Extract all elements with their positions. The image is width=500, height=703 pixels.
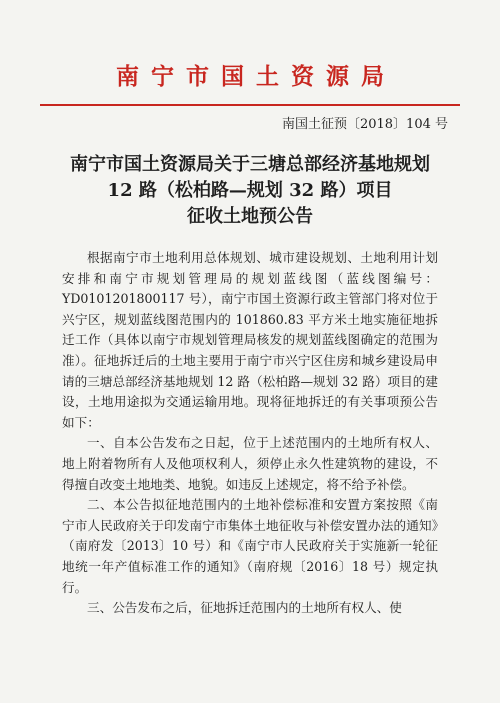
title-line-3: 征收土地预公告 <box>187 206 313 227</box>
paragraph-item-1: 一、自本公告发布之日起，位于上述范围内的土地所有权人、地上附着物所有人及他项权利人，须停止永久性建筑物的建设，不得擅自改变土地地类、地貌。如违反上述规定，将不给予补偿。 <box>62 435 438 492</box>
paragraph-item-3: 三、公告发布之后，征地拆迁范围内的土地所有权人、使 <box>87 600 402 616</box>
paragraph-item-2: 二、本公告拟征地范围内的土地补偿标准和安置方案按照《南宁市人民政府关于印发南宁市集体土地征收与补偿安置办法的通知》（南府发〔2013〕10 号）和《南宁市人民政府关于实施新一轮征地统一年产值标准工作的通知》（南府规〔2016〕18 号）规定执行。 <box>62 497 438 595</box>
title-line-2: 12 路（松柏路—规划 32 路）项目 <box>107 180 393 201</box>
document-body <box>62 248 438 619</box>
header-red-rule <box>40 104 460 106</box>
issuing-org-header: 南宁市国土资源局 <box>116 63 396 90</box>
title-line-1: 南宁市国土资源局关于三塘总部经济基地规划 <box>70 154 430 175</box>
document-title <box>40 152 460 230</box>
paragraph-intro: 根据南宁市土地利用总体规划、城市建设规划、土地利用计划安排和南宁市规划管理局的规划蓝线图（蓝线图编号：YD0101201800117 号），南宁市国土资源行政主管部门将对位于兴宁区，规划蓝线图范围内的 101860.83 平方米土地实施征地拆迁工作（具体以南宁市规划管理局核发的规划蓝线图确定的范围为准）。征地拆迁后的土地主要用于南宁市兴宁区住房和城乡建设局申请的三塘总部经济基地规划 12 路（松柏路—规划 32 路）项目的建设，土地用途拟为交通运输用地。现将征地拆迁的有关事项预公告如下： <box>62 250 438 430</box>
document-number: 南国土征预〔2018〕104 号 <box>281 117 448 132</box>
